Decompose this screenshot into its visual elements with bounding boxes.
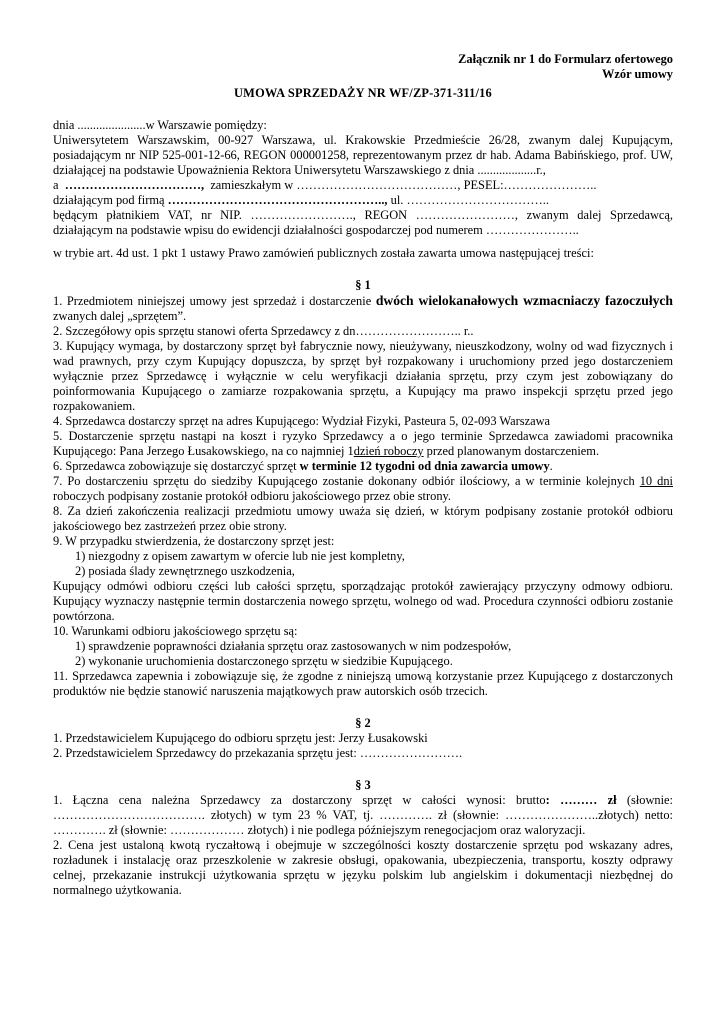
s2-point-2: 2. Przedstawicielem Sprzedawcy do przekazania sprzętu jest: …………………….: [53, 746, 463, 760]
intro-vat: będącym płatnikiem VAT, nr NIP. ……………………., REGON ……………………, zwanym dalej Sprzedawcą, działającym na podstawie wpisu do ewidencji działalności gospodarczej pod numerem …………………..: [53, 208, 673, 237]
s1-point-1: 1. Przedmiotem niniejszej umowy jest sprzedaż i dostarczenie dwóch wielokanałowych wzmacniaczy fazoczułych zwanych dalej „sprzętem”.: [53, 293, 673, 323]
intro-date-line: dnia ......................w Warszawie pomiędzy:: [53, 118, 267, 132]
intro-firm-line: działającym pod firmą …………………………………………….., ul. ……………………………..: [53, 193, 549, 207]
s2-point-1: 1. Przedstawicielem Kupującego do odbioru sprzętu jest: Jerzy Łusakowski: [53, 731, 428, 745]
s1-point-11: 11. Sprzedawca zapewnia i zobowiązuje się, że zgodne z niniejszą umową korzystanie przez Kupującego z dostarczonych produktów nie będzie stanowić naruszenia majątkowych praw autorskich osób trzecich.: [53, 669, 673, 698]
s1-point-3: 3. Kupujący wymaga, by dostarczony sprzęt był fabrycznie nowy, nieużywany, nieuszkodzony, wolny od wad fizycznych i wad prawnych, przy czym Kupujący dopuszcza, by sprzęt był rozpakowany i uruchomiony przed jego dostarczeniem wyłącznie przez Sprzedawcę i wyłącznie w celu weryfikacji działania sprzętu, przy czym jest zobowiązany do poinformowania Kupującego o zamiarze rozpakowania sprzętu, a Kupujący ma prawo inspekcji sprzętu przed jego rozpakowaniem.: [53, 339, 673, 413]
s1-point-9-consequence: Kupujący odmówi odbioru części lub całości sprzętu, sporządzając protokół zawierający przyczyny odmowy odbioru. Kupujący wyznaczy następnie termin dostarczenia nowego sprzętu, wolnego od wad. Procedura czynności odbioru zostanie powtórzona.: [53, 579, 673, 623]
s3-point-1: 1. Łączna cena należna Sprzedawcy za dostarczony sprzęt w całości wynosi: brutto: ……… zł (słownie: ………………………………. złotych) w tym 23 % VAT, tj. …………. zł (słownie: …………………..złotych) netto: …………. zł (słownie: ……………… złotych) i nie podlega późniejszym renegocjacjom oraz waloryzacji.: [53, 793, 673, 837]
contract-title: UMOWA SPRZEDAŻY NR WF/ZP-371-311/16: [234, 86, 492, 100]
attachment-label: Załącznik nr 1 do Formularz ofertowego: [458, 52, 673, 66]
intro-buyer: Uniwersytetem Warszawskim, 00-927 Warszawa, ul. Krakowskie Przedmieście 26/28, zwanym dalej Kupującym, posiadającym nr NIP 525-001-12-66, REGON 000001258, reprezentowanym przez dr hab. Adama Babińskiego, prof. UW, działającej na podstawie Upoważnienia Rektora Uniwersytetu Warszawskiego z dnia ...................r.,: [53, 133, 673, 177]
intro-seller-line: a ……………………………, zamieszkałym w …………………………………, PESEL:…………………..: [53, 178, 597, 192]
document-page: [53, 52, 673, 898]
template-label: Wzór umowy: [601, 67, 673, 81]
s1-point-8: 8. Za dzień zakończenia realizacji przedmiotu umowy uważa się dzień, w którym podpisany zostanie protokół odbioru jakościowego bez zastrzeżeń przez obie strony.: [53, 504, 673, 533]
section-3-heading: § 3: [355, 778, 371, 792]
s1-point-2: 2. Szczegółowy opis sprzętu stanowi oferta Sprzedawcy z dn…………………….. r..: [53, 324, 474, 338]
section-1-heading: § 1: [355, 278, 371, 292]
s1-point-10-2: 2) wykonanie uruchomienia dostarczonego sprzętu w siedzibie Kupującego.: [75, 654, 453, 668]
s1-point-5: 5. Dostarczenie sprzętu nastąpi na koszt i ryzyko Sprzedawcy a o jego terminie Sprzedawca zawiadomi pracownika Kupującego: Pana Jerzego Łusakowskiego, na co najmniej 1dzień roboczy przed planowanym dostarczeniem.: [53, 429, 673, 458]
intro-legal-basis: w trybie art. 4d ust. 1 pkt 1 ustawy Prawo zamówień publicznych została zawarta umowa następującej treści:: [53, 246, 594, 260]
s1-point-7: 7. Po dostarczeniu sprzętu do siedziby Kupującego zostanie dokonany odbiór ilościowy, a w terminie kolejnych 10 dni roboczych podpisany zostanie protokół odbioru jakościowego przez obie strony.: [53, 474, 673, 503]
s1-point-10: 10. Warunkami odbioru jakościowego sprzętu są:: [53, 624, 298, 638]
s1-point-4: 4. Sprzedawca dostarczy sprzęt na adres Kupującego: Wydział Fizyki, Pasteura 5, 02-093 Warszawa: [53, 414, 551, 428]
s1-point-10-1: 1) sprawdzenie poprawności działania sprzętu oraz zastosowanych w nim podzespołów,: [75, 639, 512, 653]
section-2-heading: § 2: [355, 716, 371, 730]
s1-point-9: 9. W przypadku stwierdzenia, że dostarczony sprzęt jest:: [53, 534, 335, 548]
s3-point-2: 2. Cena jest ustaloną kwotą ryczałtową i obejmuje w szczególności koszty dostarczenie sprzętu pod wskazany adres, rozładunek i instalację oraz przeszkolenie w zakresie obsługi, opakowania, ubezpieczenia, transportu, koszty odprawy celnej, przekazanie instrukcji użytkowania sprzętu w języku polskim lub angielskim i dokumentacji niezbędnej do normalnego użytkowania.: [53, 838, 673, 897]
s1-point-6: 6. Sprzedawca zobowiązuje się dostarczyć sprzęt w terminie 12 tygodni od dnia zawarcia umowy.: [53, 459, 553, 473]
s1-point-9-2: 2) posiada ślady zewnętrznego uszkodzenia,: [75, 564, 295, 578]
s1-point-9-1: 1) niezgodny z opisem zawartym w ofercie lub nie jest kompletny,: [75, 549, 405, 563]
